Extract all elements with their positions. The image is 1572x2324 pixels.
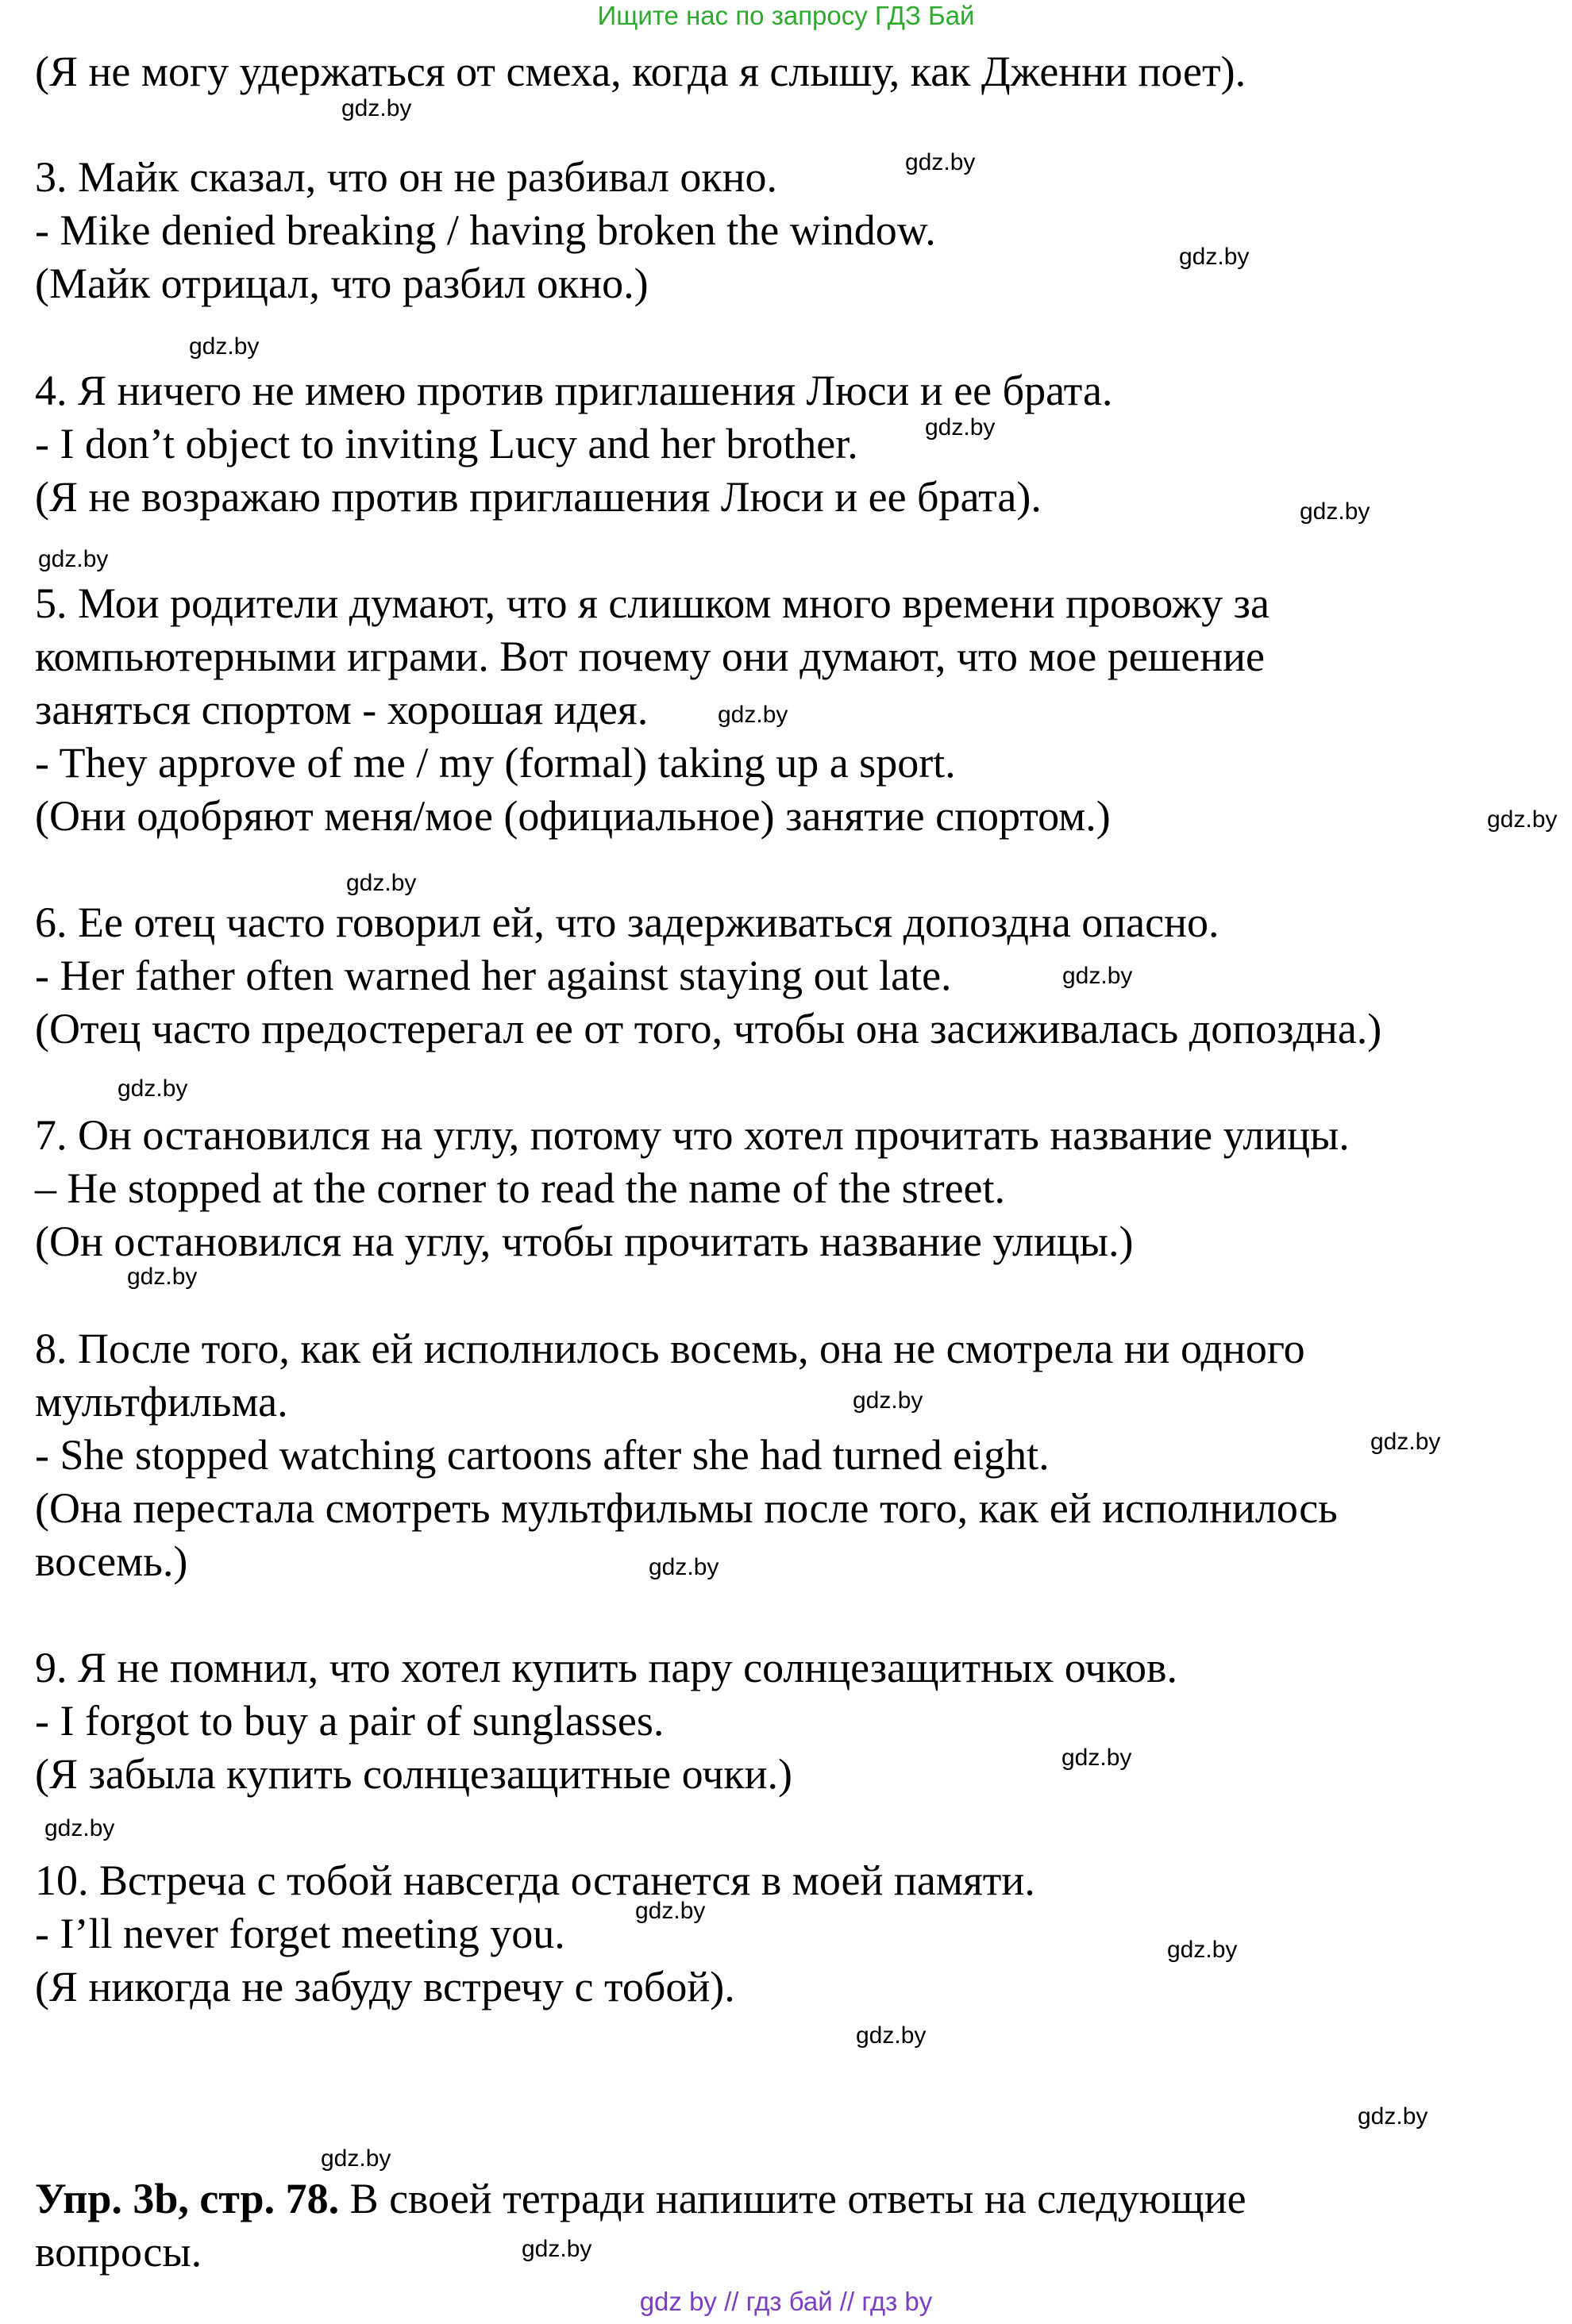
text-line: (Я никогда не забуду встречу с тобой).	[35, 1963, 735, 2010]
watermark: gdz.by	[321, 2145, 391, 2172]
watermark: gdz.by	[718, 702, 788, 728]
watermark: gdz.by	[118, 1075, 188, 1102]
text-line: (Они одобряют меня/мое (официальное) занятие спортом.)	[35, 792, 1111, 840]
text-line: 5. Мои родители думают, что я слишком много времени провожу за	[35, 579, 1270, 627]
watermark: gdz.by	[1487, 806, 1558, 833]
text-line: 8. После того, как ей исполнилось восемь, она не смотрела ни одного	[35, 1325, 1305, 1372]
task-heading-continued: вопросы.	[35, 2228, 202, 2276]
watermark: gdz.by	[925, 414, 996, 441]
watermark: gdz.by	[341, 95, 412, 121]
text-line: - She stopped watching cartoons after she had turned eight.	[35, 1431, 1050, 1479]
text-line: - Her father often warned her against staying out late.	[35, 952, 952, 999]
task-number: Упр. 3b, стр. 78.	[35, 2175, 340, 2222]
task-text: В своей тетради напишите ответы на следующие	[339, 2175, 1246, 2222]
text-line: заняться спортом - хорошая идея.	[35, 686, 649, 733]
watermark: gdz.by	[1358, 2103, 1428, 2130]
text-line: - Mike denied breaking / having broken the window.	[35, 206, 936, 254]
text-line: 4. Я ничего не имею против приглашения Люси и ее брата.	[35, 367, 1113, 414]
text-line: - I’ll never forget meeting you.	[35, 1910, 565, 1957]
watermark: gdz.by	[346, 870, 417, 896]
text-line: 6. Ее отец часто говорил ей, что задерживаться допоздна опасно.	[35, 898, 1219, 946]
watermark: gdz.by	[649, 1554, 719, 1580]
watermark: gdz.by	[44, 1815, 115, 1841]
text-line: (Она перестала смотреть мультфильмы после того, как ей исполнилось	[35, 1484, 1338, 1532]
watermark: gdz.by	[853, 1387, 923, 1414]
text-line: 7. Он остановился на углу, потому что хотел прочитать название улицы.	[35, 1111, 1350, 1159]
text-line: 10. Встреча с тобой навсегда останется в моей памяти.	[35, 1857, 1035, 1904]
watermark: gdz.by	[905, 149, 976, 175]
site-footer: gdz by // гдз бай // гдз by	[639, 2287, 933, 2316]
watermark: gdz.by	[1179, 244, 1250, 270]
watermark: gdz.by	[38, 546, 109, 572]
text-line: компьютерными играми. Вот почему они думают, что мое решение	[35, 633, 1266, 680]
text-line: (Я не возражаю против приглашения Люси и ее брата).	[35, 473, 1042, 521]
watermark: gdz.by	[189, 333, 260, 360]
watermark: gdz.by	[1061, 1745, 1132, 1771]
text-line: 3. Майк сказал, что он не разбивал окно.	[35, 153, 777, 201]
text-line: 9. Я не помнил, что хотел купить пару солнцезащитных очков.	[35, 1644, 1178, 1691]
text-line: - I don’t object to inviting Lucy and her brother.	[35, 420, 858, 467]
text-line: - I forgot to buy a pair of sunglasses.	[35, 1697, 665, 1745]
text-line: (Я забыла купить солнцезащитные очки.)	[35, 1750, 792, 1798]
watermark: gdz.by	[1370, 1429, 1441, 1455]
watermark: gdz.by	[522, 2236, 592, 2262]
text-line: - They approve of me / my (formal) taking up a sport.	[35, 739, 956, 787]
text-line: – He stopped at the corner to read the name of the street.	[35, 1164, 1006, 1212]
watermark: gdz.by	[1062, 963, 1133, 989]
text-line: (Я не могу удержаться от смеха, когда я слышу, как Дженни поет).	[35, 48, 1246, 95]
watermark: gdz.by	[856, 2022, 927, 2049]
site-banner: Ищите нас по запросу ГДЗ Бай	[597, 1, 975, 30]
watermark: gdz.by	[635, 1898, 706, 1924]
watermark: gdz.by	[127, 1264, 198, 1290]
text-line: мультфильма.	[35, 1378, 288, 1426]
watermark: gdz.by	[1300, 498, 1370, 525]
text-line: (Он остановился на углу, чтобы прочитать название улицы.)	[35, 1218, 1134, 1265]
task-heading	[35, 2173, 1246, 2224]
text-line: (Отец часто предостерегал ее от того, чтобы она засиживалась допоздна.)	[35, 1005, 1382, 1052]
text-line: восемь.)	[35, 1537, 188, 1585]
watermark: gdz.by	[1167, 1937, 1238, 1963]
text-line: (Майк отрицал, что разбил окно.)	[35, 260, 649, 307]
